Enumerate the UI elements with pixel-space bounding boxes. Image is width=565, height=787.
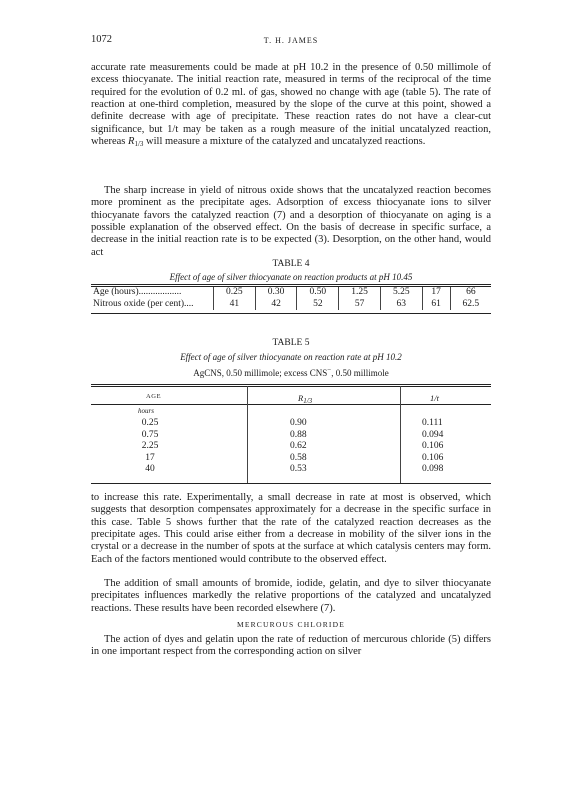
table-cell: 66 [450,287,491,299]
table5-header-rule [91,404,491,405]
table4 [91,287,491,310]
table5-caption: Effect of age of silver thiocyanate on reaction rate at pH 10.2 [180,352,402,362]
table-cell: 57 [339,299,381,311]
table5-inv-t-column [422,418,443,476]
conditions-text-tail: , 0.50 millimole [331,368,389,378]
table5-bottom-rule [91,483,491,484]
header-variable: R [298,393,304,403]
table5-conditions [91,366,491,378]
table-cell: 0.90 [290,418,307,428]
table-cell: 63 [380,299,422,311]
paragraph-text-tail: will measure a mixture of the catalyzed and uncatalyzed reactions. [143,136,426,148]
table5-header-age: AGE [146,393,162,400]
table-cell: 0.25 [214,287,256,299]
table5-label: TABLE 5 [272,338,310,348]
table-cell: 0.58 [290,452,307,463]
paragraph-mercurous: The action of dyes and gelatin upon the rate of reduction of mercurous chloride (5) differs in one important respect from the corresponding action on silver [91,634,491,658]
row-label: Nitrous oxide (per cent).... [93,298,194,309]
table-cell: 42 [255,299,297,311]
table-cell: 17 [145,452,155,463]
table-cell: 0.30 [255,287,297,299]
page-number: 1072 [91,34,112,45]
running-title: T. H. JAMES [263,36,319,45]
table5-column-divider [400,386,401,483]
table-cell: 52 [297,299,339,311]
table-cell: 0.50 [297,287,339,299]
table-cell: 0.111 [422,418,443,428]
table-row [91,299,491,311]
section-heading: MERCUROUS CHLORIDE [236,620,346,629]
table-cell: 0.75 [141,429,159,440]
row-label: Age (hours).................. [93,287,182,297]
table5-unit: hours [138,407,154,415]
paragraph-desorption: to increase this rate. Experimentally, a small decrease in rate at most is observed, which suggests that desorption compensates approximately for a decrease in the specific surface in this case. Table 5 shows further that the rate of the catalyzed reaction decreases as the precipitate ages. This could arise either from a decrease in mobility of the silver ions in the crystal or a decrease in the number of spots at the surface at which catalysis centers may form. Each of the factors mentioned would contribute to the observed effect. [91,492,491,565]
table-cell: 0.53 [290,464,307,474]
table-cell: 1.25 [339,287,381,299]
table5-column-divider [247,386,248,483]
table-cell: 0.098 [422,464,444,474]
table-cell: 0.106 [422,452,444,463]
running-head [91,34,491,48]
table-cell: 0.094 [422,429,444,440]
table-cell: 0.25 [141,418,159,428]
table-row [91,287,491,299]
table-cell: 2.25 [141,441,159,451]
table5-age-column [125,418,175,476]
table-cell: 0.62 [290,441,307,451]
conditions-text: AgCNS, 0.50 millimole; excess CNS [193,368,328,378]
paragraph-additions: The addition of small amounts of bromide, iodide, gelatin, and dye to silver thiocyanate precipitates influences markedly the relative proportions of the catalyzed and uncatalyzed reactions. These results have been recorded elsewhere (7). [91,578,491,614]
variable-r: R [128,136,135,148]
table4-bottom-rule [91,313,491,314]
table4-caption: Effect of age of silver thiocyanate on reaction products at pH 10.45 [169,272,413,282]
table-cell: 41 [214,299,256,311]
paragraph-nitrous-oxide: The sharp increase in yield of nitrous oxide shows that the uncatalyzed reaction becomes more prominent as the precipitate ages. Adsorption of excess thiocyanate ions to silver thiocyanate favors the catalyzed reaction (7) and a desorption of thiocyanate on aging is a possible explanation of the observed effect. On the basis of decrease in specific surface, a decrease in the initial reaction rate is to be expected (3). Desorption, on the other hand, would act [91,185,491,258]
paragraph-text: accurate rate measurements could be made at pH 10.2 in the presence of 0.50 millimole of excess thiocyanate. The initial reaction rate, measured in terms of the reciprocal of the time required for the evolution of 0.2 ml. of gas, showed no change with age (table 5). The rate of reaction at one-third completion, measured by the slope of the curve at this point, showed a definite decrease with age of precipitate. These reaction rates do not have a clear-cut significance, but 1/t may be taken as a rough measure of the initial uncatalyzed reaction, whereas [91,62,491,148]
table5-top-rule [91,384,491,387]
table5-r13-column [290,418,307,476]
table-cell: 62.5 [450,299,491,311]
table-cell: 40 [145,464,155,474]
table4-label: TABLE 4 [272,259,310,269]
table5-header-inv-t: 1/t [430,393,439,403]
table-cell: 17 [422,287,450,299]
table-cell: 0.88 [290,429,307,440]
variable-subscript: 1/3 [134,140,144,149]
table-cell: 5.25 [380,287,422,299]
table-cell: 0.106 [422,441,444,451]
header-subscript: 1/3 [303,397,313,405]
conditions-superscript: − [327,366,332,374]
table-cell: 61 [422,299,450,311]
paragraph-rate-measurements [91,62,491,150]
